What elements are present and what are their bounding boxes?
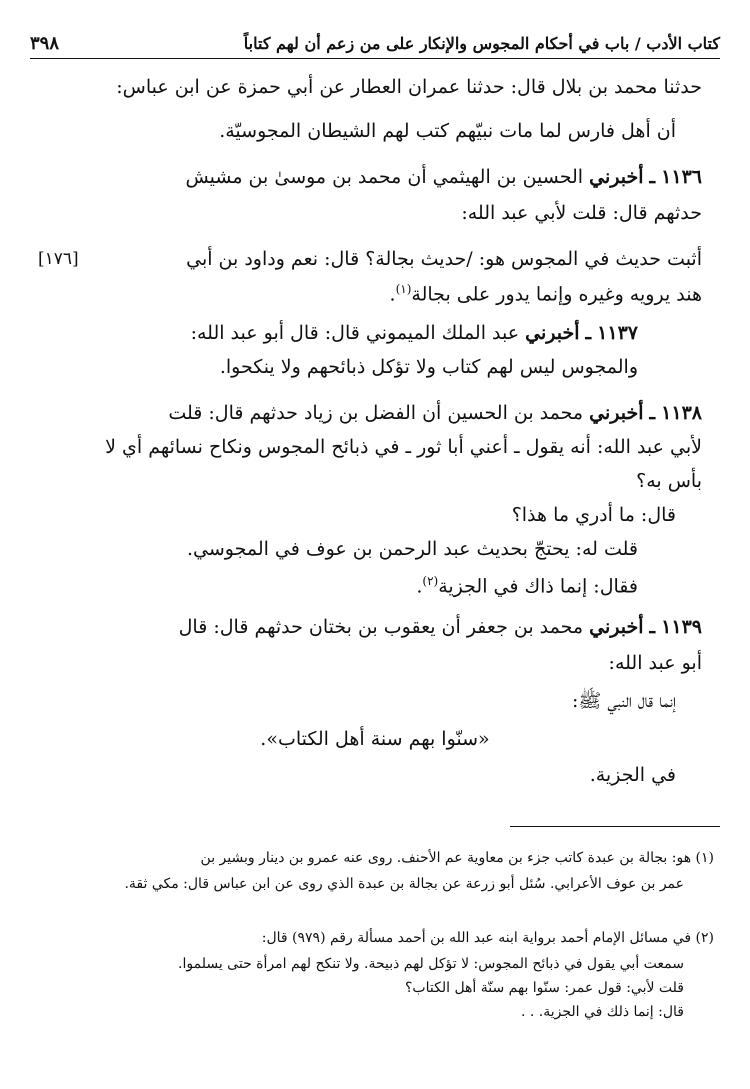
entry-number: ١١٣٧ — [597, 322, 638, 344]
entry-number: ١١٣٦ — [661, 166, 702, 188]
body-line-19: في الجزية. — [589, 764, 676, 786]
margin-reference: [١٧٦] — [38, 249, 79, 269]
footnote-mark-1: (١) — [395, 282, 412, 296]
entry-text: محمد بن الحسين أن الفضل بن زياد حدثهم قال: قلت — [168, 402, 584, 424]
body-line-14-text: فقال: إنما ذاك في الجزية — [438, 575, 638, 598]
body-line-13: قلت له: يحتجّ بحديث عبد الرحمن بن عوف في المجوسي. — [186, 538, 638, 560]
body-line-17: إنما قال النبي ﷺ: — [572, 690, 676, 712]
body-line-12: قال: ما أدري ما هذا؟ — [511, 504, 676, 526]
body-line-16: أبو عبد الله: — [608, 652, 702, 674]
body-line-4: حدثهم قال: قلت لأبي عبد الله: — [461, 202, 702, 224]
page-header — [30, 28, 720, 59]
entry-text: الحسين بن الهيثمي أن محمد بن موسىٰ بن مشيش — [185, 166, 584, 188]
entry-number: ١١٣٩ — [661, 616, 702, 638]
entry-dash: ـ — [649, 616, 656, 638]
entry-1139 — [68, 612, 702, 642]
entry-keyword: أخبرني — [589, 166, 644, 188]
footnote-2-line-2: سمعت أبي يقول في ذبائح المجوس: لا تؤكل لهم ذبيحة. ولا تنكح لهم امرأة حتى يسلموا. — [178, 956, 684, 972]
entry-dash: ـ — [649, 402, 656, 424]
body-line-1: حدثنا محمد بن بلال قال: حدثنا عمران العطار عن أبي حمزة عن ابن عباس: — [116, 76, 702, 98]
entry-dash: ـ — [649, 166, 656, 188]
entry-1136 — [68, 162, 702, 192]
footnote-2-line-4: قال: إنما ذلك في الجزية. . . — [520, 1004, 684, 1020]
body-line-2: أن أهل فارس لما مات نبيّهم كتب لهم الشيطان المجوسيّة. — [219, 120, 676, 142]
footnote-1-line-2: عمر بن عوف الأعرابي. سُئل أبو زرعة عن بجالة بن عبدة الذي روى عن ابن عباس قال: مكي ثقة. — [124, 876, 684, 892]
entry-text: عبد الملك الميموني قال: قال أبو عبد الله: — [190, 322, 520, 344]
entry-keyword: أخبرني — [525, 322, 580, 344]
body-line-5: أثبت حديث في المجوس هو: /حديث بجالة؟ قال: نعم وداود بن أبي — [186, 248, 702, 270]
entry-keyword: أخبرني — [589, 616, 644, 638]
quoted-hadith: «سنّوا بهم سنة أهل الكتاب». — [260, 728, 490, 750]
running-title: كتاب الأدب / باب في أحكام المجوس والإنكار على من زعم أن لهم كتاباً — [243, 33, 720, 53]
body-line-8: والمجوس ليس لهم كتاب ولا تؤكل ذبائحهم ولا ينكحوا. — [219, 356, 638, 378]
entry-text: محمد بن جعفر أن يعقوب بن بختان حدثهم قال: قال — [178, 616, 584, 638]
body-line-6-text: هند يرويه وغيره وإنما يدور على بجالة — [411, 283, 702, 306]
entry-dash: ـ — [585, 322, 592, 344]
entry-keyword: أخبرني — [589, 402, 644, 424]
body-line-14: فقال: إنما ذاك في الجزية$^{(٢)}$. — [416, 574, 638, 598]
footnote-2-line-1: (٢) في مسائل الإمام أحمد برواية ابنه عبد الله بن أحمد مسألة رقم (٩٧٩) قال: — [261, 930, 714, 946]
footnote-1-line-1: (١) هو: بجالة بن عبدة كاتب جزء بن معاوية عم الأحنف. روى عنه عمرو بن دينار وبشير بن — [200, 850, 714, 866]
footnote-mark-2: (٢) — [422, 574, 439, 588]
body-line-10: لأبي عبد الله: أنه يقول ـ أعني أبا ثور ـ في ذبائح المجوس ونكاح نسائهم أي لا — [105, 436, 702, 458]
body-line-6: هند يرويه وغيره وإنما يدور على بجالة$^{(١)}$. — [389, 282, 702, 306]
page-number: ٣٩٨ — [30, 32, 60, 54]
body-line-11: بأس به؟ — [636, 470, 702, 492]
entry-1137 — [191, 318, 638, 348]
footnote-2-line-3: قلت لأبي: قول عمر: سنّوا بهم سنّة أهل الكتاب؟ — [405, 980, 684, 996]
entry-1138 — [68, 398, 702, 428]
entry-number: ١١٣٨ — [661, 402, 702, 424]
footnote-separator — [510, 826, 720, 827]
